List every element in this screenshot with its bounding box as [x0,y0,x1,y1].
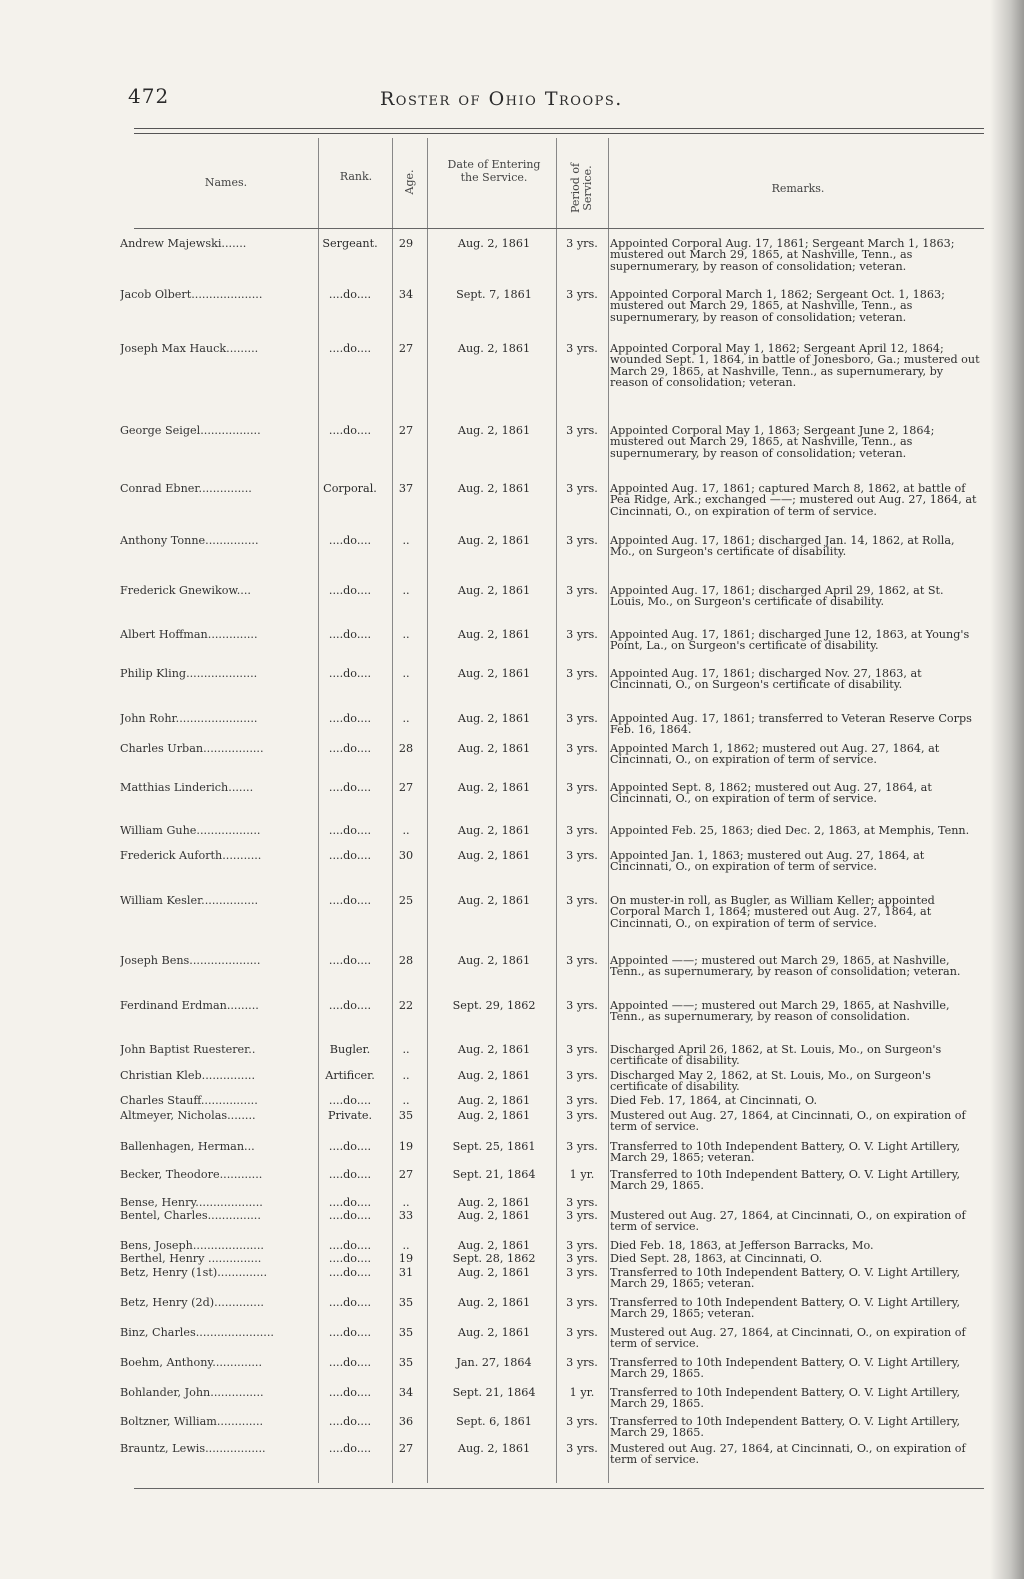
row-remarks: Appointed Corporal March 1, 1862; Sergeant Oct. 1, 1863; mustered out March 29, 1865, at Nashville, Tenn., as supernumerary, by reason of consolidation; veteran. [610,288,945,324]
row-name: George Seigel................. [120,425,261,437]
row-age: 30 [398,849,414,862]
row-date: Aug. 2, 1861 [457,849,531,862]
row-period: 3 yrs. [566,999,598,1012]
row-date: Sept. 7, 1861 [456,288,532,301]
row-age: 35 [398,1326,414,1339]
row-name: Jacob Olbert.................... [120,289,263,301]
row-remarks: Appointed Corporal May 1, 1863; Sergeant June 2, 1864; mustered out March 29, 1865, at Nashville, Tenn., as supernumerary, by reason of consolidation; veteran. [610,424,935,460]
row-age: .. [402,824,410,837]
row-date: Sept. 21, 1864 [452,1168,536,1181]
row-remarks: Appointed Feb. 25, 1863; died Dec. 2, 1863, at Memphis, Tenn. [610,824,970,837]
row-date: Aug. 2, 1861 [457,584,531,597]
row-remarks: Appointed Sept. 8, 1862; mustered out Aug. 27, 1864, at Cincinnati, O., on expiration of term of service. [610,781,932,806]
page-number: 472 [128,84,170,108]
row-age: 34 [398,288,414,301]
row-name: Charles Urban................. [120,743,264,755]
row-remarks: Transferred to 10th Independent Battery, O. V. Light Artillery, March 29, 1865. [610,1415,961,1440]
row-rank: ....do.... [328,584,372,597]
row-rank: Sergeant. [322,237,378,250]
row-date: Aug. 2, 1861 [457,667,531,680]
row-date: Aug. 2, 1861 [457,824,531,837]
row-age: .. [402,584,410,597]
column-divider-period-remarks [608,138,609,1483]
row-date: Sept. 28, 1862 [452,1252,536,1265]
row-period: 3 yrs. [566,342,598,355]
row-name: Betz, Henry (2d).............. [120,1297,264,1309]
row-period: 3 yrs. [566,1266,598,1279]
row-name: John Baptist Ruesterer.. [120,1044,256,1056]
row-period: 3 yrs. [566,482,598,495]
row-period: 3 yrs. [566,1239,598,1252]
row-age: 28 [398,954,414,967]
row-rank: Private. [327,1109,373,1122]
row-rank: ....do.... [328,849,372,862]
row-remarks: Transferred to 10th Independent Battery, O. V. Light Artillery, March 29, 1865. [610,1386,961,1411]
row-name: Anthony Tonne............... [120,535,259,547]
row-rank: ....do.... [328,954,372,967]
row-remarks: Discharged May 2, 1862, at St. Louis, Mo., on Surgeon's certificate of disability. [610,1069,931,1094]
row-remarks: Appointed ——; mustered out March 29, 1865, at Nashville, Tenn., as supernumerary, by reason of consolidation. [610,999,950,1024]
row-period: 3 yrs. [566,1209,598,1222]
row-name: Matthias Linderich....... [120,782,254,794]
row-date: Aug. 2, 1861 [457,1094,531,1107]
header-remarks: Remarks. [771,182,825,195]
row-remarks: Transferred to 10th Independent Battery, O. V. Light Artillery, March 29, 1865; veteran. [610,1296,961,1321]
row-period: 3 yrs. [566,824,598,837]
row-period: 1 yr. [569,1386,595,1399]
row-date: Sept. 29, 1862 [452,999,536,1012]
row-date: Jan. 27, 1864 [456,1356,532,1369]
row-rank: ....do.... [328,742,372,755]
row-name: Joseph Max Hauck......... [120,343,259,355]
row-period: 3 yrs. [566,1356,598,1369]
row-age: .. [402,667,410,680]
row-name: Christian Kleb............... [120,1070,255,1082]
row-remarks: Mustered out Aug. 27, 1864, at Cincinnati, O., on expiration of term of service. [610,1109,966,1134]
row-age: .. [402,1239,410,1252]
row-date: Aug. 2, 1861 [457,534,531,547]
row-name: Frederick Gnewikow.... [120,585,251,597]
row-date: Aug. 2, 1861 [457,482,531,495]
header-rank: Rank. [339,170,373,183]
row-period: 3 yrs. [566,954,598,967]
row-remarks: Appointed Corporal Aug. 17, 1861; Sergeant March 1, 1863; mustered out March 29, 1865, at Nashville, Tenn., as supernumerary, by reason of consolidation; veteran. [610,237,955,273]
row-remarks: Transferred to 10th Independent Battery, O. V. Light Artillery, March 29, 1865. [610,1168,961,1193]
row-age: .. [402,1094,410,1107]
row-rank: ....do.... [328,667,372,680]
row-period: 1 yr. [569,1168,595,1181]
bottom-rule [134,1488,984,1489]
row-remarks: Mustered out Aug. 27, 1864, at Cincinnati, O., on expiration of term of service. [610,1326,966,1351]
row-age: .. [402,1069,410,1082]
row-date: Aug. 2, 1861 [457,1196,531,1209]
row-date: Sept. 21, 1864 [452,1386,536,1399]
row-remarks: Died Feb. 17, 1864, at Cincinnati, O. [610,1094,818,1107]
row-rank: ....do.... [328,1442,372,1455]
row-date: Aug. 2, 1861 [457,1069,531,1082]
header-age: Age. [403,169,416,195]
row-rank: ....do.... [328,1296,372,1309]
row-name: Bohlander, John............... [120,1387,264,1399]
row-rank: ....do.... [328,781,372,794]
header-names: Names. [204,176,248,189]
row-rank: ....do.... [328,288,372,301]
row-rank: ....do.... [328,424,372,437]
row-rank: ....do.... [328,1266,372,1279]
row-rank: ....do.... [328,628,372,641]
row-age: 19 [398,1140,414,1153]
row-age: 35 [398,1296,414,1309]
row-name: Conrad Ebner............... [120,483,252,495]
row-age: 28 [398,742,414,755]
row-date: Aug. 2, 1861 [457,1266,531,1279]
row-date: Aug. 2, 1861 [457,1296,531,1309]
page-edge-shadow [990,0,1024,1579]
row-name: Albert Hoffman.............. [120,629,258,641]
row-remarks: Discharged April 26, 1862, at St. Louis, Mo., on Surgeon's certificate of disability. [610,1043,942,1068]
row-rank: ....do.... [328,1168,372,1181]
row-remarks: Appointed Aug. 17, 1861; discharged Jan. 14, 1862, at Rolla, Mo., on Surgeon's certificate of disability. [610,534,955,559]
row-name: Betz, Henry (1st).............. [120,1267,268,1279]
row-rank: ....do.... [328,1326,372,1339]
row-remarks: Appointed Aug. 17, 1861; discharged June 12, 1863, at Young's Point, La., on Surgeon's certificate of disability. [610,628,970,653]
row-period: 3 yrs. [566,1326,598,1339]
row-date: Aug. 2, 1861 [457,1442,531,1455]
row-rank: ....do.... [328,1415,372,1428]
row-age: .. [402,1196,410,1209]
row-remarks: Appointed Jan. 1, 1863; mustered out Aug. 27, 1864, at Cincinnati, O., on expiration of term of service. [610,849,925,874]
row-age: .. [402,534,410,547]
row-period: 3 yrs. [566,424,598,437]
row-rank: ....do.... [328,824,372,837]
row-age: .. [402,1043,410,1056]
row-date: Aug. 2, 1861 [457,628,531,641]
row-period: 3 yrs. [566,1069,598,1082]
row-age: 27 [398,342,414,355]
row-name: Joseph Bens.................... [120,955,261,967]
row-date: Aug. 2, 1861 [457,1109,531,1122]
row-date: Aug. 2, 1861 [457,342,531,355]
row-age: 27 [398,1168,414,1181]
row-date: Aug. 2, 1861 [457,742,531,755]
row-date: Aug. 2, 1861 [457,954,531,967]
row-remarks: Died Feb. 18, 1863, at Jefferson Barracks, Mo. [610,1239,874,1252]
row-age: 29 [398,237,414,250]
row-date: Aug. 2, 1861 [457,424,531,437]
row-name: Frederick Auforth........... [120,850,262,862]
row-name: Boehm, Anthony.............. [120,1357,263,1369]
row-remarks: Appointed Corporal May 1, 1862; Sergeant April 12, 1864; wounded Sept. 1, 1864, in battle of Jonesboro, Ga.; mustered out March 29, 1865, at Nashville, Tenn., as supernumerary, by reason of consolidation; veteran. [610,342,980,389]
row-rank: ....do.... [328,1386,372,1399]
row-name: Charles Stauff................ [120,1095,258,1107]
row-period: 3 yrs. [566,1196,598,1209]
row-rank: Artificer. [325,1069,375,1082]
row-period: 3 yrs. [566,1442,598,1455]
row-name: Brauntz, Lewis................. [120,1443,266,1455]
row-period: 3 yrs. [566,1109,598,1122]
row-rank: ....do.... [328,1196,372,1209]
column-divider-date-period [556,138,557,1483]
row-period: 3 yrs. [566,849,598,862]
row-period: 3 yrs. [566,742,598,755]
row-rank: Bugler. [329,1043,371,1056]
row-date: Aug. 2, 1861 [457,1209,531,1222]
row-date: Aug. 2, 1861 [457,894,531,907]
row-rank: ....do.... [328,534,372,547]
row-name: Bentel, Charles............... [120,1210,261,1222]
header-date: Date of Entering the Service. [447,158,541,184]
row-name: Becker, Theodore............ [120,1169,263,1181]
row-name: William Guhe.................. [120,825,261,837]
row-period: 3 yrs. [566,628,598,641]
row-name: Bense, Henry................... [120,1197,263,1209]
top-rule-second [134,133,984,134]
row-date: Sept. 6, 1861 [456,1415,532,1428]
row-period: 3 yrs. [566,781,598,794]
column-divider-age-date [427,138,428,1483]
row-period: 3 yrs. [566,1094,598,1107]
running-head: Roster of Ohio Troops. [380,88,623,110]
row-remarks: On muster-in roll, as Bugler, as William Keller; appointed Corporal March 1, 1864; mustered out Aug. 27, 1864, at Cincinnati, O., on expiration of term of service. [610,894,935,930]
row-remarks: Died Sept. 28, 1863, at Cincinnati, O. [610,1252,823,1265]
row-remarks: Appointed Aug. 17, 1861; transferred to Veteran Reserve Corps Feb. 16, 1864. [610,712,972,737]
row-period: 3 yrs. [566,667,598,680]
row-name: Ballenhagen, Herman... [120,1141,255,1153]
row-rank: ....do.... [328,1094,372,1107]
row-rank: ....do.... [328,1356,372,1369]
row-date: Aug. 2, 1861 [457,781,531,794]
row-name: Andrew Majewski....... [120,238,247,250]
row-remarks: Transferred to 10th Independent Battery, O. V. Light Artillery, March 29, 1865; veteran. [610,1266,961,1291]
row-period: 3 yrs. [566,1252,598,1265]
row-period: 3 yrs. [566,1415,598,1428]
header-period: Period of Service. [569,162,594,214]
row-remarks: Transferred to 10th Independent Battery, O. V. Light Artillery, March 29, 1865. [610,1356,961,1381]
row-date: Sept. 25, 1861 [452,1140,536,1153]
row-period: 3 yrs. [566,237,598,250]
row-period: 3 yrs. [566,288,598,301]
row-age: .. [402,712,410,725]
row-age: 27 [398,1442,414,1455]
header-bottom-rule [134,228,984,229]
row-name: Altmeyer, Nicholas........ [120,1110,256,1122]
column-divider-rank-age [392,138,393,1483]
column-divider-name-rank [318,138,319,1483]
row-age: 27 [398,424,414,437]
top-rule [134,128,984,129]
row-period: 3 yrs. [566,1043,598,1056]
row-period: 3 yrs. [566,1296,598,1309]
row-rank: ....do.... [328,999,372,1012]
row-period: 3 yrs. [566,584,598,597]
row-age: 36 [398,1415,414,1428]
row-name: Ferdinand Erdman......... [120,1000,259,1012]
row-age: 33 [398,1209,414,1222]
row-remarks: Appointed Aug. 17, 1861; discharged April 29, 1862, at St. Louis, Mo., on Surgeon's certificate of disability. [610,584,944,609]
row-rank: ....do.... [328,342,372,355]
row-remarks: Appointed March 1, 1862; mustered out Aug. 27, 1864, at Cincinnati, O., on expiration of term of service. [610,742,940,767]
row-name: Bens, Joseph.................... [120,1240,264,1252]
row-period: 3 yrs. [566,1140,598,1153]
row-age: .. [402,628,410,641]
row-period: 3 yrs. [566,712,598,725]
row-rank: ....do.... [328,894,372,907]
row-age: 19 [398,1252,414,1265]
row-age: 35 [398,1109,414,1122]
row-name: Berthel, Henry ............... [120,1253,262,1265]
row-rank: ....do.... [328,1252,372,1265]
row-date: Aug. 2, 1861 [457,1043,531,1056]
row-age: 35 [398,1356,414,1369]
row-remarks: Appointed Aug. 17, 1861; discharged Nov. 27, 1863, at Cincinnati, O., on Surgeon's certificate of disability. [610,667,922,692]
row-rank: ....do.... [328,1239,372,1252]
row-period: 3 yrs. [566,534,598,547]
row-rank: Corporal. [323,482,377,495]
row-date: Aug. 2, 1861 [457,712,531,725]
row-age: 25 [398,894,414,907]
row-name: Philip Kling.................... [120,668,258,680]
row-date: Aug. 2, 1861 [457,237,531,250]
row-age: 22 [398,999,414,1012]
row-age: 37 [398,482,414,495]
row-name: Boltzner, William............. [120,1416,264,1428]
row-age: 27 [398,781,414,794]
row-age: 31 [398,1266,414,1279]
row-remarks: Appointed ——; mustered out March 29, 1865, at Nashville, Tenn., as supernumerary, by reason of consolidation; veteran. [610,954,961,979]
row-rank: ....do.... [328,1209,372,1222]
row-remarks: Transferred to 10th Independent Battery, O. V. Light Artillery, March 29, 1865; veteran. [610,1140,961,1165]
row-date: Aug. 2, 1861 [457,1239,531,1252]
row-remarks: Mustered out Aug. 27, 1864, at Cincinnati, O., on expiration of term of service. [610,1442,966,1467]
row-period: 3 yrs. [566,894,598,907]
row-date: Aug. 2, 1861 [457,1326,531,1339]
row-rank: ....do.... [328,712,372,725]
row-rank: ....do.... [328,1140,372,1153]
row-remarks: Mustered out Aug. 27, 1864, at Cincinnati, O., on expiration of term of service. [610,1209,966,1234]
row-name: John Rohr....................... [120,713,258,725]
row-remarks: Appointed Aug. 17, 1861; captured March 8, 1862, at battle of Pea Ridge, Ark.; exchanged ——; mustered out Aug. 27, 1864, at Cincinnati, O., on expiration of term of service. [610,482,977,518]
row-name: William Kesler................ [120,895,259,907]
row-name: Binz, Charles...................... [120,1327,274,1339]
row-age: 34 [398,1386,414,1399]
